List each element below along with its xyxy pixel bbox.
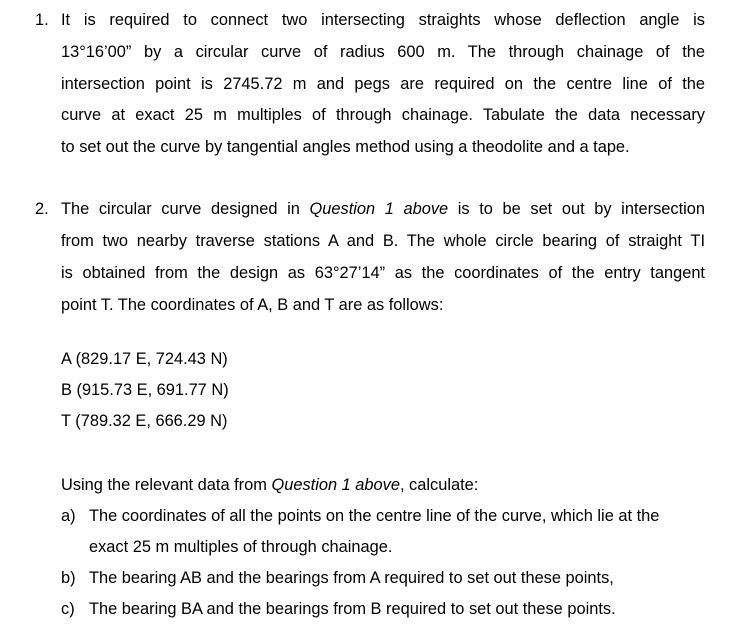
coordinate-a: A (829.17 E, 724.43 N) <box>61 350 228 368</box>
using-instruction: Using the relevant data from Question 1 above, calculate: <box>61 476 479 494</box>
question-2-line: from two nearby traverse stations A and B. The whole circle bearing of straight TI <box>61 232 705 250</box>
part-b-letter: b) <box>61 569 76 587</box>
question-2-line: point T. The coordinates of A, B and T are as follows: <box>61 296 444 314</box>
question-1-line: intersection point is 2745.72 m and pegs are required on the centre line of the <box>61 75 705 93</box>
question-1-line: 13°16’00” by a circular curve of radius 600 m. The through chainage of the <box>61 43 705 61</box>
question-2-line: is obtained from the design as 63°27’14” as the coordinates of the entry tangent <box>61 264 705 282</box>
question-2-number: 2. <box>35 200 49 218</box>
part-b-line: The bearing AB and the bearings from A required to set out these points, <box>89 569 614 587</box>
coordinate-t: T (789.32 E, 666.29 N) <box>61 412 228 430</box>
question-reference: Question 1 above <box>271 476 400 494</box>
part-c-letter: c) <box>61 600 75 618</box>
part-a-letter: a) <box>61 507 76 525</box>
part-a-line: The coordinates of all the points on the centre line of the curve, which lie at the <box>89 507 660 525</box>
question-1-number: 1. <box>35 11 49 29</box>
question-1-line: It is required to connect two intersecting straights whose deflection angle is <box>61 11 705 29</box>
question-2-line: The circular curve designed in Question 1 above is to be set out by intersection <box>61 200 706 218</box>
coordinate-b: B (915.73 E, 691.77 N) <box>61 381 229 399</box>
question-1-line: curve at exact 25 m multiples of through chainage. Tabulate the data necessary <box>61 106 705 124</box>
question-reference: Question 1 above <box>309 200 449 218</box>
part-a-line: exact 25 m multiples of through chainage. <box>89 538 393 556</box>
part-c-line: The bearing BA and the bearings from B required to set out these points. <box>89 600 616 618</box>
question-1-line: to set out the curve by tangential angles method using a theodolite and a tape. <box>61 138 630 156</box>
